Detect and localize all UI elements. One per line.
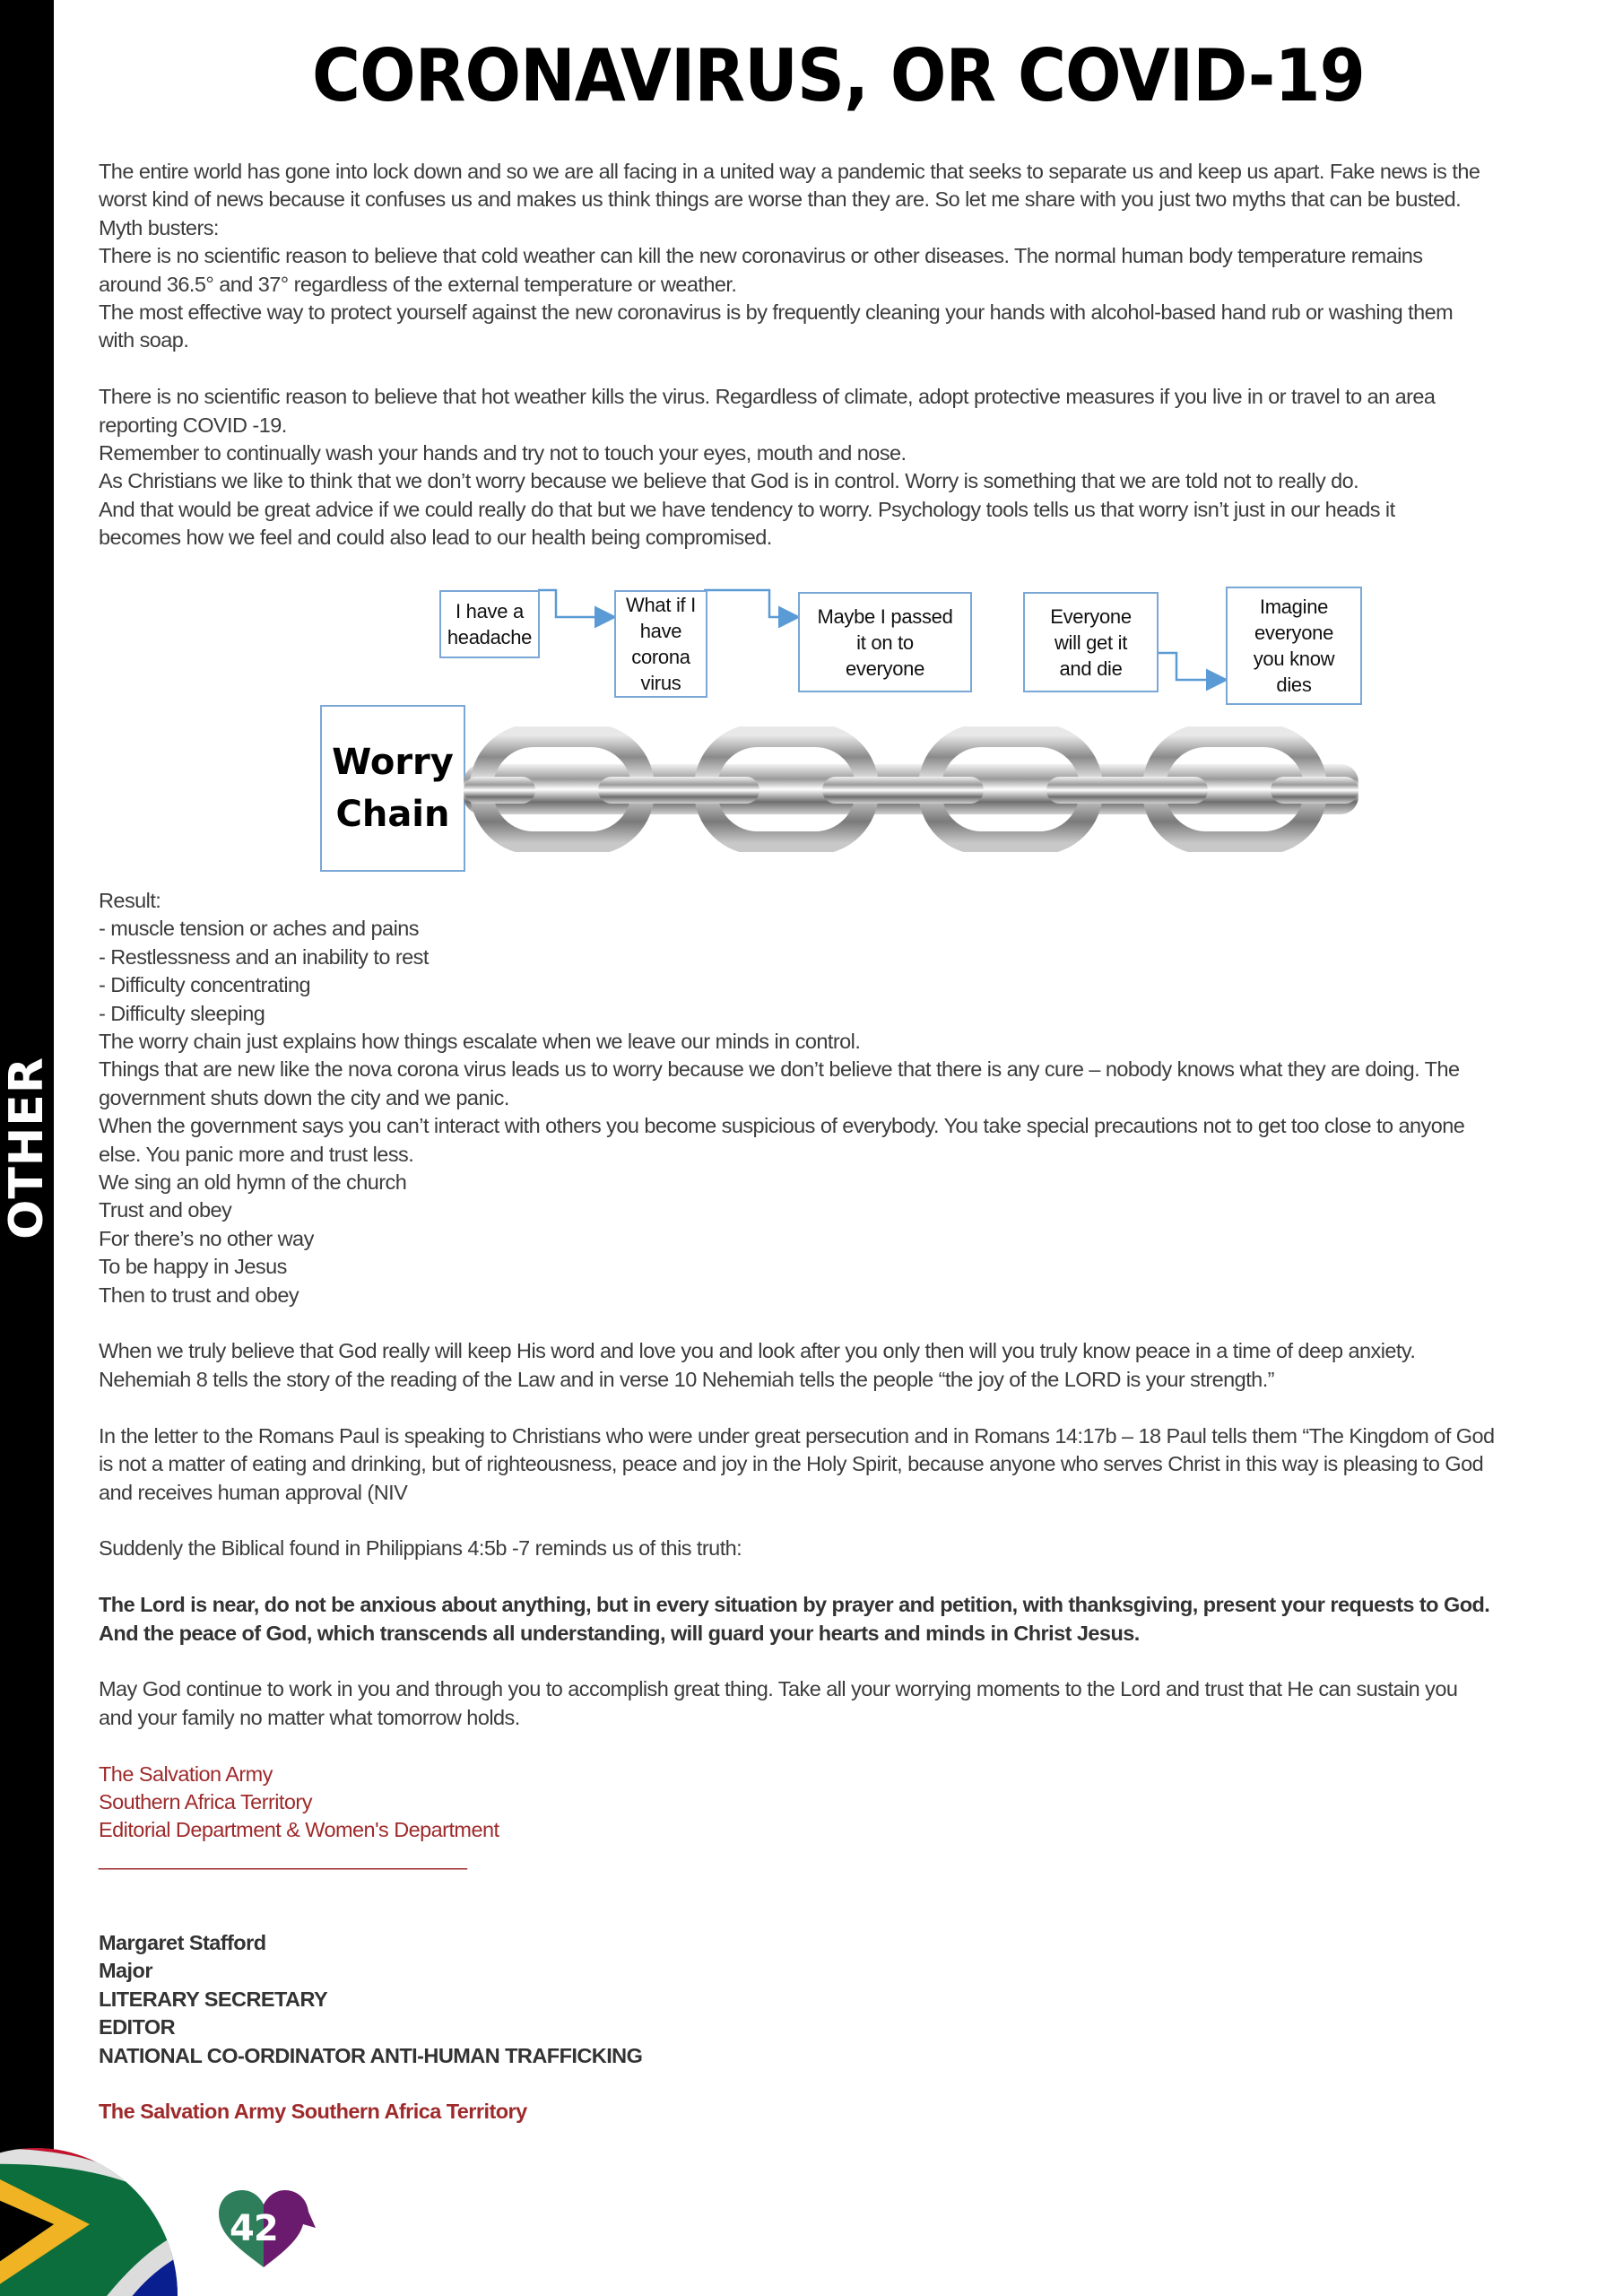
chain-link	[706, 735, 867, 843]
org-rule: _______________________________________	[99, 1846, 465, 1870]
worry-step-4	[1023, 592, 1159, 692]
result-item: - Difficulty sleeping	[99, 1001, 265, 1025]
step-text: will get it	[1054, 631, 1128, 654]
text-line: May God continue to work in you and through you to accomplish great thing. Take all your worrying moments to the Lord and trust that He can sustain you	[99, 1677, 1458, 1701]
text-line: Remember to continually wash your hands and try not to touch your eyes, mouth and nose.	[99, 441, 907, 465]
hymn-line: To be happy in Jesus	[99, 1255, 287, 1279]
text-line: And that would be great advice if we could really do that but we have tendency to worry. Psychology tools tells us that worry isn’t just in our heads it	[99, 497, 1395, 521]
worry-chain-label	[320, 705, 465, 872]
signature-role: LITERARY SECRETARY	[99, 1987, 328, 2011]
chain-link	[482, 735, 643, 843]
text-line: around 36.5° and 37° regardless of the external temperature or weather.	[99, 272, 737, 296]
step-text: everyone	[845, 657, 925, 680]
footer-org: The Salvation Army Southern Africa Territory	[99, 2100, 527, 2124]
step-text: I have a	[456, 600, 524, 622]
south-africa-flag-icon	[0, 2139, 179, 2296]
chain-label-line: Worry	[332, 742, 454, 783]
text-line: The entire world has gone into lock down and so we are all facing in a united way a pandemic that seeks to separate us and keep us apart. Fake news is the	[99, 160, 1480, 183]
text-line: In the letter to the Romans Paul is speaking to Christians who were under great persecution and in Romans 14:17b – 18 Paul tells them “The Kingdom of God	[99, 1423, 1495, 1448]
worry-step-5	[1226, 587, 1362, 705]
hymn-line: For there’s no other way	[99, 1226, 314, 1250]
text-line: Suddenly the Biblical found in Philippians 4:5b -7 reminds us of this truth:	[99, 1536, 742, 1561]
hymn-line: Trust and obey	[99, 1198, 232, 1222]
worry-step-1	[439, 590, 540, 658]
text-line: Things that are new like the nova corona virus leads us to worry because we don’t believe that there is any cure – nobody knows what they are doing. The	[99, 1057, 1460, 1082]
section-label: OTHER	[0, 1057, 54, 1239]
chain-link	[930, 735, 1091, 843]
step-text: dies	[1276, 674, 1312, 696]
worry-step-2	[614, 590, 707, 698]
chain-bar	[464, 764, 1358, 814]
scripture-line: And the peace of God, which transcends all understanding, will guard your hearts and minds in Christ Jesus.	[99, 1621, 1140, 1645]
result-heading: Result:	[99, 889, 161, 912]
result-item: - Difficulty concentrating	[99, 973, 311, 997]
text-line: The worry chain just explains how things escalate when we leave our minds in control.	[99, 1030, 861, 1054]
org-line: Southern Africa Territory	[99, 1789, 312, 1813]
org-line: The Salvation Army	[99, 1761, 273, 1786]
text-line: reporting COVID -19.	[99, 413, 287, 437]
step-text: you know	[1253, 648, 1335, 670]
step-text: it on to	[856, 631, 914, 654]
text-line: and receives human approval (NIV	[99, 1480, 408, 1504]
step-text: headache	[447, 626, 533, 648]
hymn-line: Then to trust and obey	[99, 1283, 299, 1307]
text-line: Myth busters:	[99, 215, 219, 239]
step-text: What if I	[626, 594, 696, 616]
text-line: There is no scientific reason to believe that hot weather kills the virus. Regardless of climate, adopt protective measures if you live in or travel to an area	[99, 385, 1436, 409]
text-line: Nehemiah 8 tells the story of the reading of the Law and in verse 10 Nehemiah tells the people “the joy of the LORD is your strength.”	[99, 1367, 1274, 1391]
arrow-1-2	[538, 590, 612, 617]
result-item: - Restlessness and an inability to rest	[99, 944, 429, 969]
signature-role: EDITOR	[99, 2015, 176, 2039]
result-block	[99, 887, 1619, 2126]
page-number: 42	[230, 2208, 278, 2249]
page-title: CORONAVIRUS, OR COVID-19	[312, 34, 1365, 117]
step-text: everyone	[1254, 622, 1334, 644]
text-line: The most effective way to protect yourself against the new coronavirus is by frequently cleaning your hands with alcohol-based hand rub or washing them	[99, 300, 1454, 325]
text-line: When the government says you can’t interact with others you become suspicious of everybody. You take special precautions not to get too close to anyone	[99, 1114, 1465, 1138]
text-line: with soap.	[99, 328, 189, 352]
text-line: is not a matter of eating and drinking, but of righteousness, peace and joy in the Holy Spirit, because anyone who serves Christ in this way is pleasing to God	[99, 1452, 1484, 1476]
text-line: else. You panic more and trust less.	[99, 1142, 414, 1166]
scripture-line: The Lord is near, do not be anxious about anything, but in every situation by prayer and petition, with thanksgiving, present your requests to God.	[99, 1593, 1490, 1617]
arrow-4-5	[1157, 653, 1224, 680]
section-sidebar	[0, 0, 54, 2139]
step-text: have corona	[631, 620, 690, 668]
arrow-2-3	[704, 590, 796, 617]
text-line: becomes how we feel and could also lead to our health being compromised.	[99, 526, 772, 550]
intro-block	[99, 158, 1619, 552]
hymn-line: We sing an old hymn of the church	[99, 1170, 407, 1195]
signature-role: NATIONAL CO-ORDINATOR ANTI-HUMAN TRAFFICKING	[99, 2043, 643, 2067]
chain-link	[1154, 735, 1315, 843]
signature-name: Margaret Stafford	[99, 1930, 266, 1954]
text-line: worst kind of news because it confuses us and makes us think things are worse than they are. So let me share with you just two myths that can be busted.	[99, 187, 1462, 212]
step-text: Maybe I passed	[817, 604, 953, 628]
worry-step-3	[798, 592, 972, 692]
step-text: Everyone	[1050, 604, 1132, 628]
step-text: Imagine	[1259, 596, 1329, 618]
text-line: government shuts down the city and we panic.	[99, 1085, 509, 1109]
text-line: As Christians we like to think that we don’t worry because we believe that God is in control. Worry is something that we are told not to really do.	[99, 469, 1359, 493]
signature-rank: Major	[99, 1959, 152, 1983]
step-text: virus	[640, 672, 681, 694]
result-item: - muscle tension or aches and pains	[99, 917, 419, 941]
org-line: Editorial Department & Women's Department	[99, 1818, 499, 1842]
text-line: There is no scientific reason to believe that cold weather can kill the new coronavirus or other diseases. The normal human body temperature remains	[99, 244, 1423, 268]
chain-label-line: Chain	[335, 794, 450, 835]
text-line: and your family no matter what tomorrow holds.	[99, 1705, 520, 1729]
step-text: and die	[1059, 657, 1123, 680]
chain-illustration	[464, 726, 1360, 852]
text-line: When we truly believe that God really will keep His word and love you and look after you only then will you truly know peace in a time of deep anxiety.	[99, 1339, 1416, 1363]
